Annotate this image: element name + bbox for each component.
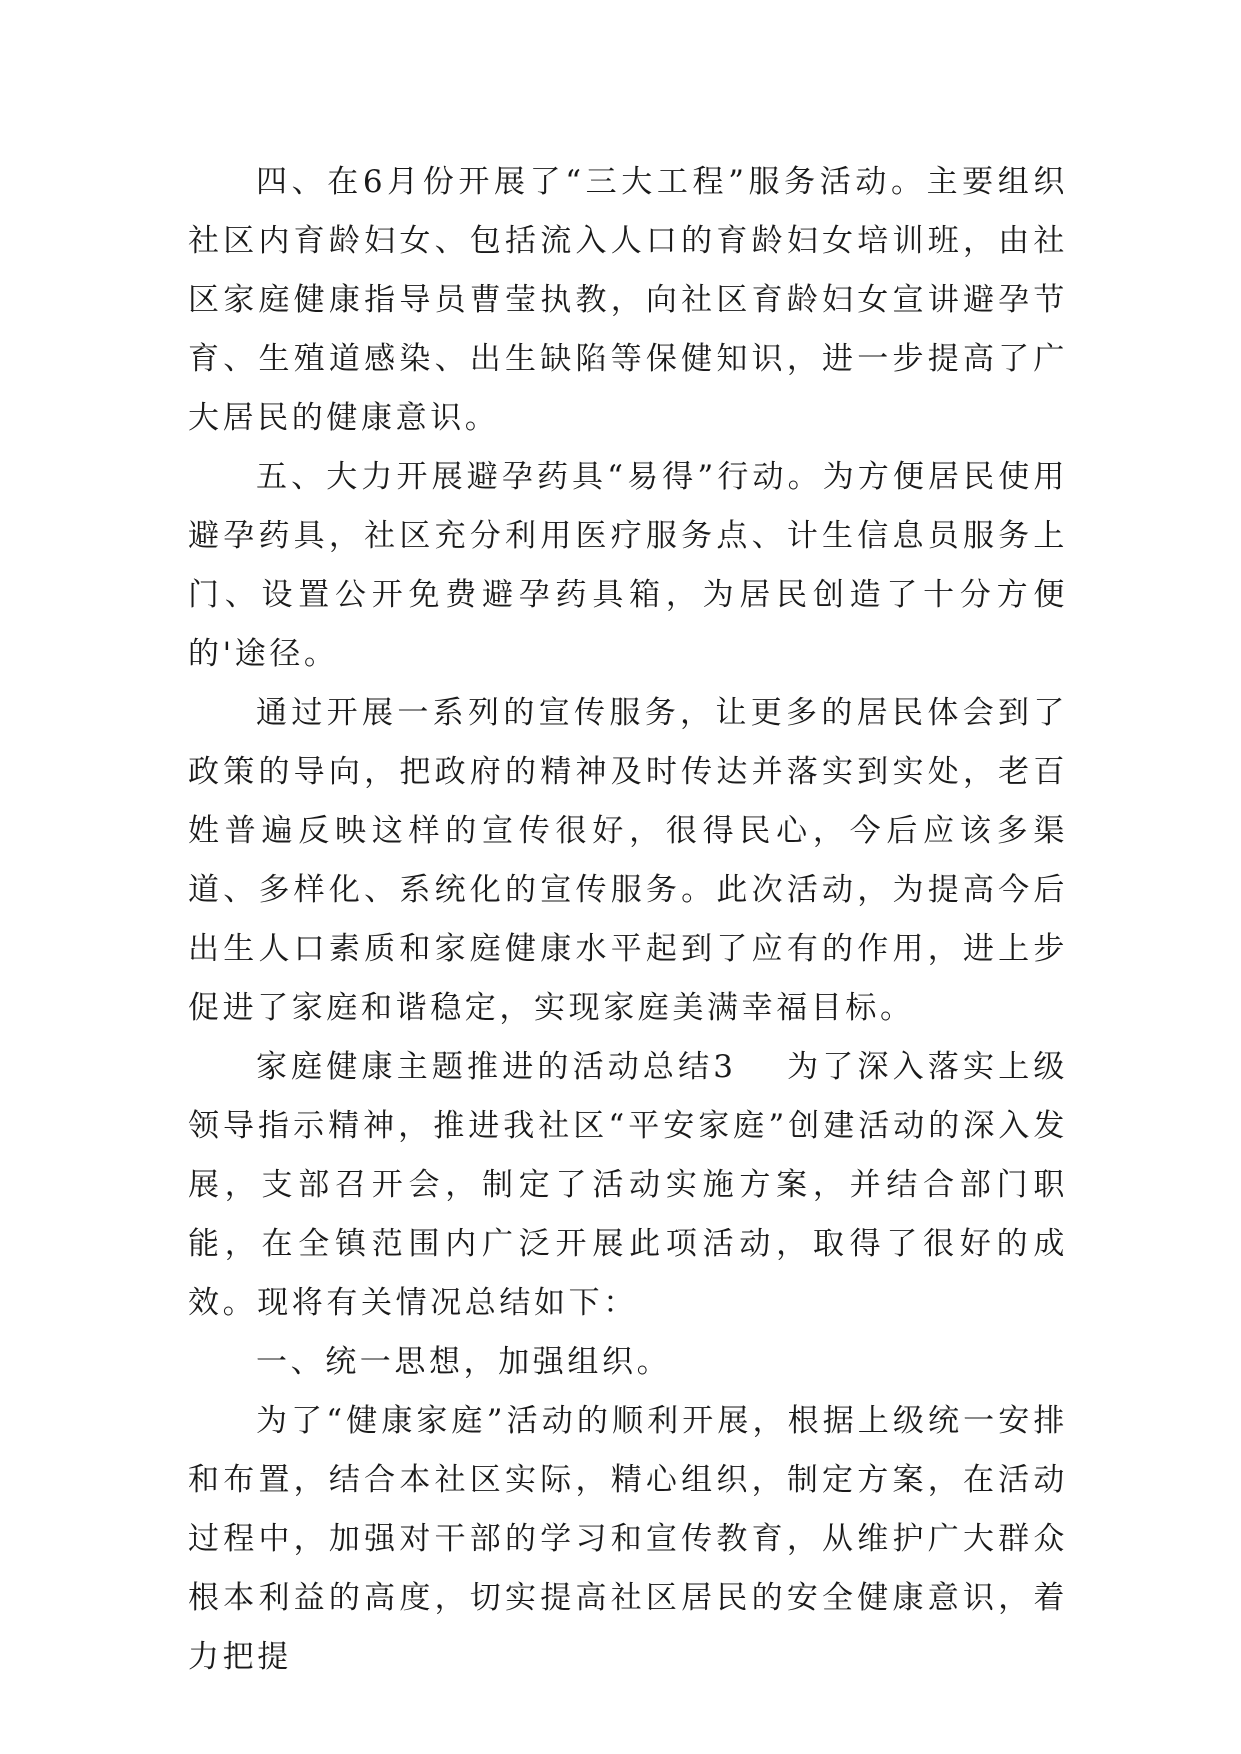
paragraph-contraceptive-access: 五、大力开展避孕药具“易得”行动。为方便居民使用避孕药具，社区充分利用医疗服务点、计生信息员服务上门、设置公开免费避孕药具箱，为居民创造了十分方便的'途径。 [188, 459, 1068, 672]
paragraph-summary-3 [188, 1038, 1068, 1333]
section-intro: 为了深入落实上级领导指示精神，推进我社区“平安家庭”创建活动的深入发展，支部召开会，制定了活动实施方案，并结合部门职能，在全镇范围内广泛开展此项活动，取得了很好的成效。现将有关情况总结如下： [188, 1049, 1068, 1321]
heading-unify-thinking: 一、统一思想，加强组织。 [256, 1344, 672, 1380]
paragraph-healthy-family-activity: 为了“健康家庭”活动的顺利开展，根据上级统一安排和布置，结合本社区实际，精心组织，制定方案，在活动过程中，加强对干部的学习和宣传教育，从维护广大群众根本利益的高度，切实提高社区居民的安全健康意识，着力把提 [188, 1403, 1068, 1675]
section-title: 家庭健康主题推进的活动总结3 [256, 1049, 737, 1085]
paragraph-publicity-summary: 通过开展一系列的宣传服务，让更多的居民体会到了政策的导向，把政府的精神及时传达并落实到实处，老百姓普遍反映这样的宣传很好，很得民心，今后应该多渠道、多样化、系统化的宣传服务。此次活动，为提高今后出生人口素质和家庭健康水平起到了应有的作用，进上步促进了家庭和谐稳定，实现家庭美满幸福目标。 [188, 695, 1068, 1026]
document-body [188, 153, 1068, 1687]
paragraph-three-projects: 四、在6月份开展了“三大工程”服务活动。主要组织社区内育龄妇女、包括流入人口的育龄妇女培训班，由社区家庭健康指导员曹莹执教，向社区育龄妇女宣讲避孕节育、生殖道感染、出生缺陷等保健知识，进一步提高了广大居民的健康意识。 [188, 164, 1068, 436]
